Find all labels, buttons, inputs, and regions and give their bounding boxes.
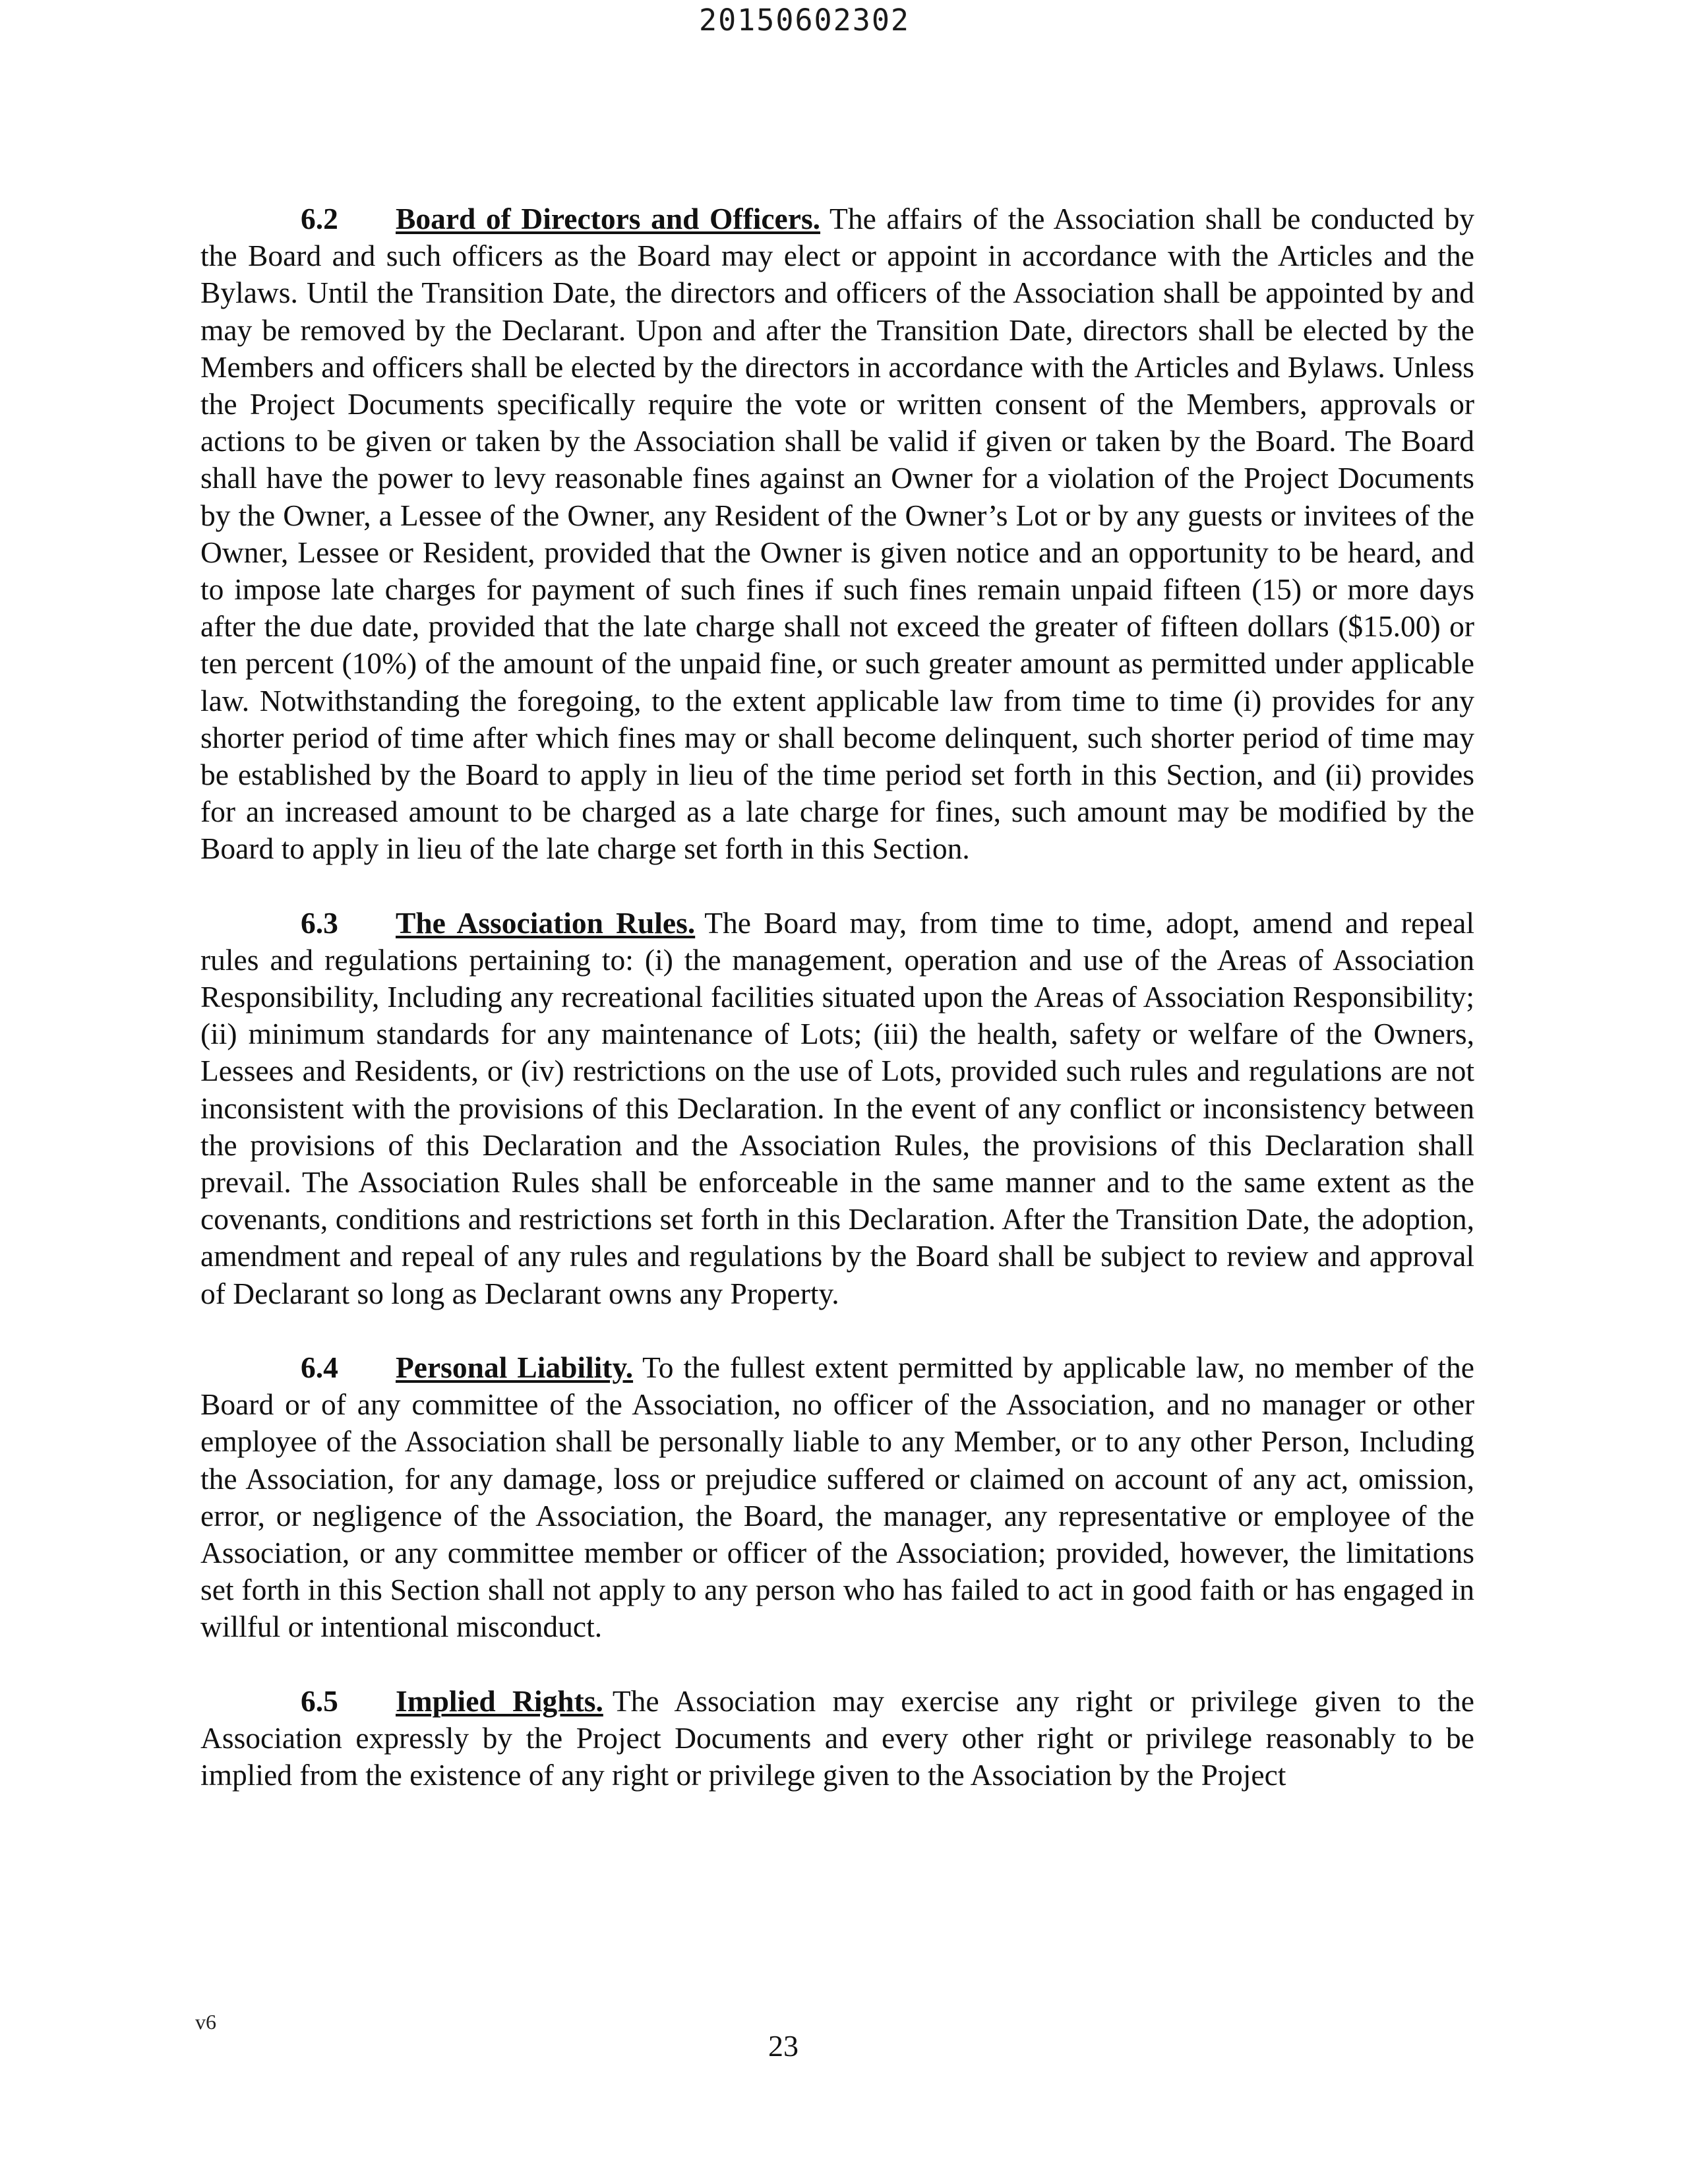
- recording-number: 20150602302: [698, 3, 910, 38]
- section-text: To the fullest extent permitted by applicable law, no member of the Board or of any committee of the Association, no officer of the Association, and no manager or other employee of the Association shall be personally liable to any Member, or to any other Person, Including the Association, for any damage, loss or prejudice suffered or claimed on account of any act, omission, error, or negligence of the Association, the Board, the manager, any representative or employee of the Association, or any committee member or officer of the Association; provided, however, the limitations set forth in this Section shall not apply to any person who has failed to act in good faith or has engaged in willful or intentional misconduct.: [200, 1350, 1474, 1644]
- section-number: 6.4: [301, 1350, 338, 1384]
- section-title: The Association Rules.: [396, 905, 696, 940]
- page-number: 23: [768, 2029, 799, 2063]
- section-number: 6.5: [301, 1684, 338, 1718]
- section-title: Board of Directors and Officers.: [396, 202, 821, 235]
- section-text: The affairs of the Association shall be conducted by the Board and such officers as the Board may elect or appoint in accordance with the Articles and the Bylaws. Until the Transition Date, the directors and officers of the Association shall be appointed by and may be removed by the Declarant. Upon and after the Transition Date, directors shall be elected by the Members and officers shall be elected by the directors in accordance with the Articles and Bylaws. Unless the Project Documents specifically require the vote or written consent of the Members, approvals or actions to be given or taken by the Association shall be valid if given or taken by the Board. The Board shall have the power to levy reasonable fines against an Owner for a violation of the Project Documents by the Owner, a Lessee of the Owner, any Resident of the Owner’s Lot or by any guests or invitees of the Owner, Lessee or Resident, provided that the Owner is given notice and an opportunity to be heard, and to impose late charges for payment of such fines if such fines remain unpaid fifteen (15) or more days after the due date, provided that the late charge shall not exceed the greater of fifteen dollars ($15.00) or ten percent (10%) of the amount of the unpaid fine, or such greater amount as permitted under applicable law. Notwithstanding the foregoing, to the extent applicable law from time to time (i) provides for any shorter period of time after which fines may or shall become delinquent, such shorter period of time may be established by the Board to apply in lieu of the time period set forth in this Section, and (ii) provides for an increased amount to be charged as a late charge for fines, such amount may be modified by the Board to apply in lieu of the late charge set forth in this Section.: [200, 202, 1474, 866]
- section-text: The Board may, from time to time, adopt, amend and repeal rules and regulations pertaining to: (i) the management, operation and use of the Areas of Association Responsibility, Including any recreational facilities situated upon the Areas of Association Responsibility; (ii) minimum standards for any maintenance of Lots; (iii) the health, safety or welfare of the Owners, Lessees and Residents, or (iv) restrictions on the use of Lots, provided such rules and regulations are not inconsistent with the provisions of this Declaration. In the event of any conflict or inconsistency between the provisions of this Declaration and the Association Rules, the provisions of this Declaration shall prevail. The Association Rules shall be enforceable in the same manner and to the same extent as the covenants, conditions and restrictions set forth in this Declaration. After the Transition Date, the adoption, amendment and repeal of any rules and regulations by the Board shall be subject to review and approval of Declarant so long as Declarant owns any Property.: [200, 905, 1474, 1310]
- section-title: Implied Rights.: [396, 1684, 603, 1718]
- section-number: 6.2: [301, 202, 338, 235]
- section-6-2: [200, 200, 1474, 868]
- section-title: Personal Liability.: [396, 1350, 634, 1384]
- section-number: 6.3: [301, 905, 338, 940]
- section-text: The Association may exercise any right or privilege given to the Association expressly by the Project Documents and every other right or privilege reasonably to be implied from the existence of any right or privilege given to the Association by the Project: [200, 1684, 1474, 1792]
- section-6-5: [200, 1683, 1474, 1794]
- version-label: v6: [195, 2010, 216, 2034]
- section-6-3: [200, 905, 1474, 1312]
- document-body: [200, 200, 1474, 1831]
- section-6-4: [200, 1349, 1474, 1646]
